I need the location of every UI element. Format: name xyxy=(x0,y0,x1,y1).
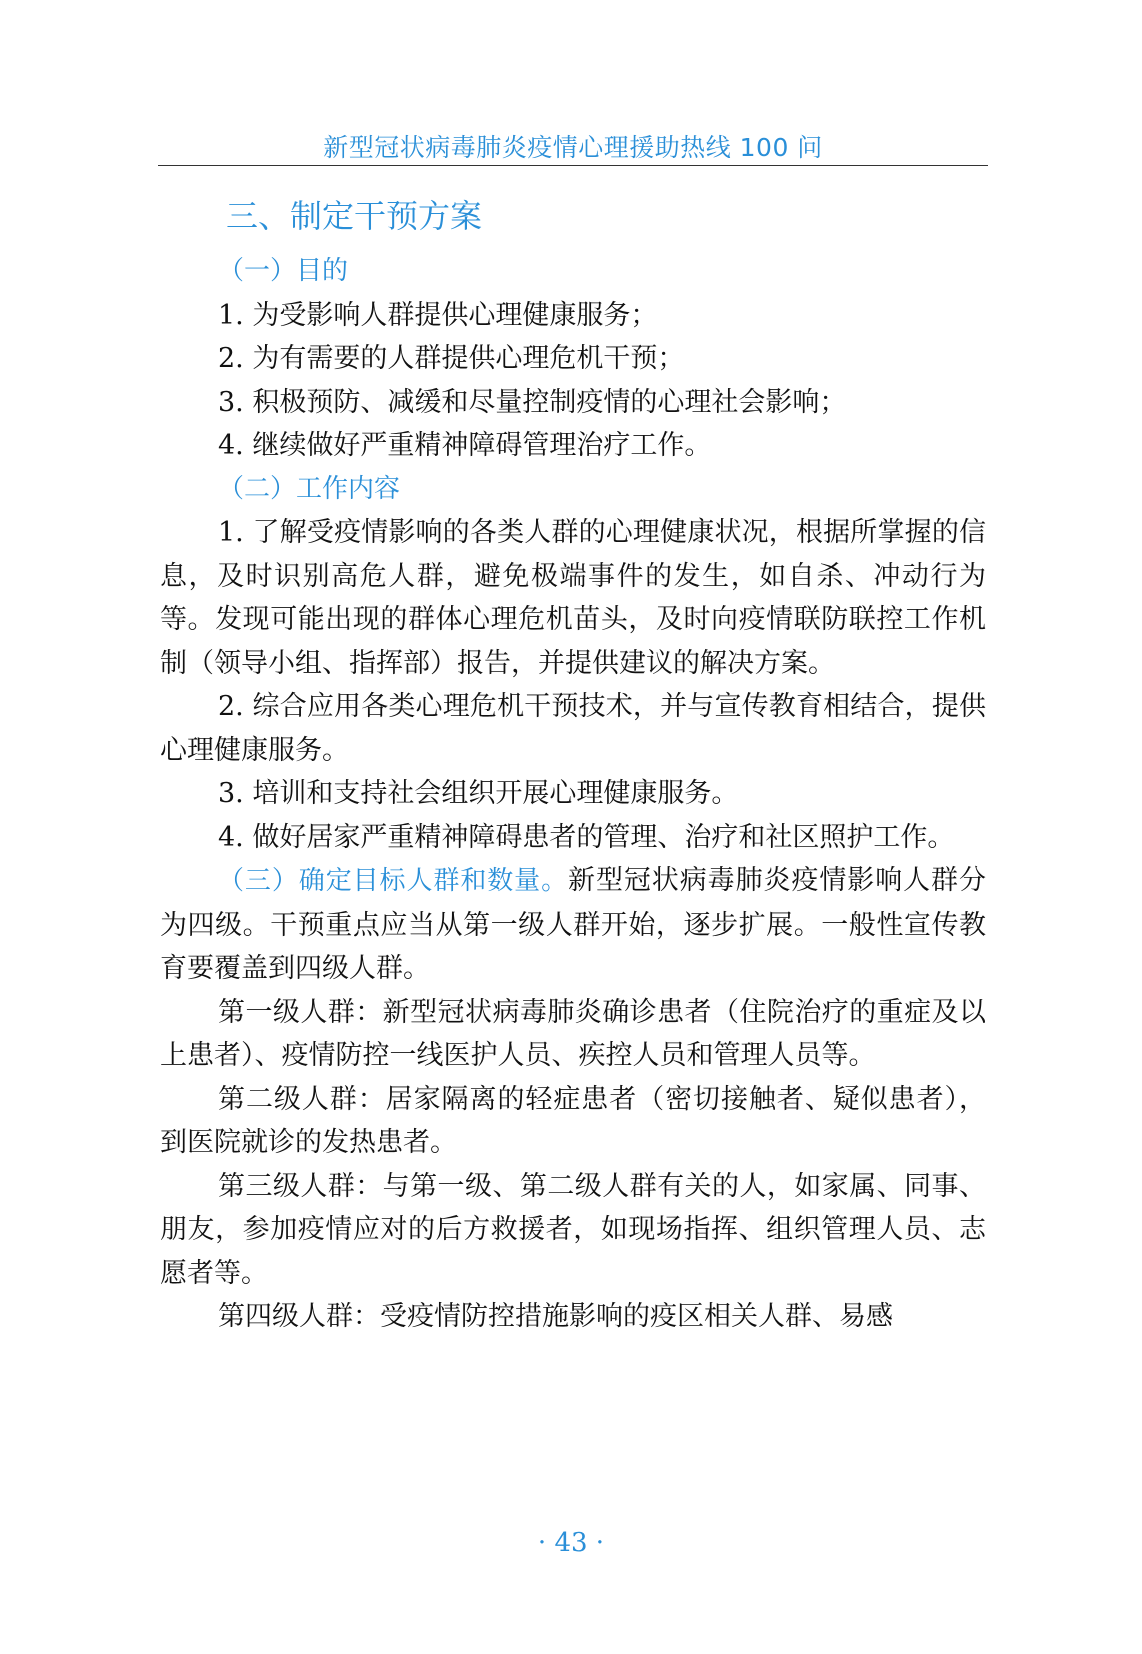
header-divider xyxy=(158,165,988,166)
target-groups-intro: 新型冠状病毒肺炎疫情影响人群分为四级。干预重点应当从第一级人群开始，逐步扩展。一般性宣传教育要覆盖到四级人群。 xyxy=(160,865,986,984)
running-header: 新型冠状病毒肺炎疫情心理援助热线 100 问 xyxy=(323,133,823,162)
purpose-item: 1. 为受影响人群提供心理健康服务； xyxy=(218,299,658,331)
purpose-item: 3. 积极预防、减缓和尽量控制疫情的心理社会影响； xyxy=(218,386,847,418)
page-number: · 43 · xyxy=(537,1528,605,1558)
subheading-purpose: （一）目的 xyxy=(218,256,349,286)
target-groups-paragraph xyxy=(160,859,986,991)
level-paragraph: 第四级人群：受疫情防控措施影响的疫区相关人群、易感 xyxy=(218,1301,893,1332)
level-paragraph: 第二级人群：居家隔离的轻症患者（密切接触者、疑似患者），到医院就诊的发热患者。 xyxy=(160,1083,986,1158)
work-paragraph: 3. 培训和支持社会组织开展心理健康服务。 xyxy=(218,778,739,809)
purpose-item: 2. 为有需要的人群提供心理危机干预； xyxy=(218,343,685,374)
level-paragraph: 第三级人群：与第一级、第二级人群有关的人，如家属、同事、朋友，参加疫情应对的后方救援者，如现场指挥、组织管理人员、志愿者等。 xyxy=(160,1170,986,1289)
subheading-target-groups: （三）确定目标人群和数量。 xyxy=(218,866,569,896)
work-paragraph: 4. 做好居家严重精神障碍患者的管理、治疗和社区照护工作。 xyxy=(218,821,955,853)
section-title: 三、制定干预方案 xyxy=(226,197,483,235)
work-paragraph: 1. 了解受疫情影响的各类人群的心理健康状况，根据所掌握的信息，及时识别高危人群，避免极端事件的发生，如自杀、冲动行为等。发现可能出现的群体心理危机苗头，及时向疫情联防联控工作机制（领导小组、指挥部）报告，并提供建议的解决方案。 xyxy=(160,517,986,679)
purpose-item: 4. 继续做好严重精神障碍管理治疗工作。 xyxy=(218,430,712,461)
page-body xyxy=(160,188,986,1339)
subheading-work-content: （二）工作内容 xyxy=(218,473,401,504)
work-paragraph: 2. 综合应用各类心理危机干预技术，并与宣传教育相结合，提供心理健康服务。 xyxy=(160,691,986,766)
level-paragraph: 第一级人群：新型冠状病毒肺炎确诊患者（住院治疗的重症及以上患者）、疫情防控一线医护人员、疾控人员和管理人员等。 xyxy=(160,996,986,1071)
